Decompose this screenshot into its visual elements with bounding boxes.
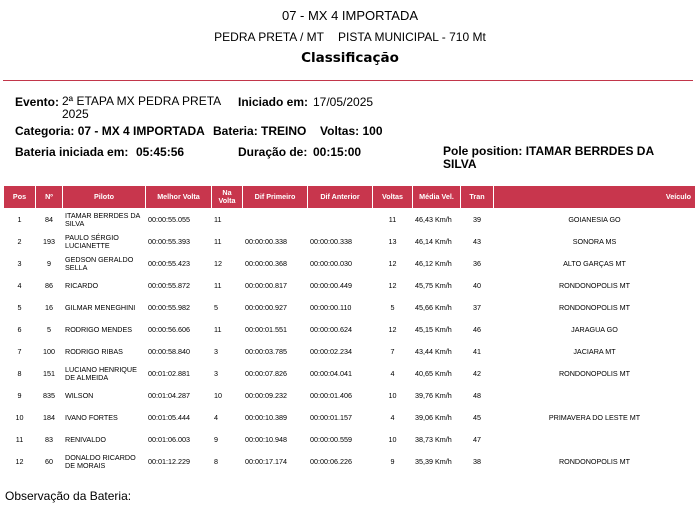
cell-numero: 84 bbox=[45, 214, 53, 224]
cell-melhor-volta: 00:00:55.982 bbox=[148, 302, 190, 312]
cell-voltas: 11 bbox=[388, 214, 397, 224]
cell-melhor-volta: 00:01:04.287 bbox=[148, 390, 190, 400]
observacao-label: Observação da Bateria: bbox=[5, 489, 132, 503]
cell-piloto: RODRIGO MENDES bbox=[65, 324, 133, 334]
cell-piloto: GILMAR MENEGHINI bbox=[65, 302, 136, 312]
cell-veiculo: JACIARA MT bbox=[573, 346, 616, 356]
cell-dif-primeiro: 00:00:00.817 bbox=[245, 280, 287, 290]
voltas-row bbox=[320, 124, 383, 138]
cell-na-volta: 11 bbox=[214, 324, 222, 334]
cell-na-volta: 8 bbox=[214, 456, 218, 466]
cell-veiculo bbox=[494, 429, 695, 450]
cell-pos: 6 bbox=[17, 324, 22, 334]
categoria-label: Categoria: bbox=[15, 124, 75, 138]
pole-position bbox=[443, 145, 673, 171]
cell-dif-primeiro: 00:00:00.338 bbox=[245, 236, 287, 246]
cell-pos: 2 bbox=[17, 236, 22, 246]
cell-pos: 4 bbox=[17, 280, 22, 290]
col-pos: Pos bbox=[4, 186, 35, 208]
cell-veiculo: PRIMAVERA DO LESTE MT bbox=[548, 412, 641, 422]
cell-voltas: 9 bbox=[390, 456, 395, 466]
cell-veiculo bbox=[494, 385, 695, 406]
cell-veiculo: RONDONOPOLIS MT bbox=[558, 368, 631, 378]
cell-piloto: GEDSON GERALDO SELLA bbox=[65, 254, 134, 272]
cell-piloto: LUCIANO HENRIQUE DE ALMEIDA bbox=[65, 364, 137, 382]
cell-piloto: RICARDO bbox=[65, 280, 99, 290]
cell-dif-primeiro: 00:00:07.826 bbox=[245, 368, 287, 378]
table-row bbox=[4, 209, 695, 230]
cell-na-volta: 11 bbox=[214, 236, 222, 246]
cell-melhor-volta: 00:00:55.393 bbox=[148, 236, 190, 246]
cell-media-vel: 35,39 Km/h bbox=[415, 456, 452, 466]
cell-media-vel: 38,73 Km/h bbox=[415, 434, 452, 444]
cell-pos: 3 bbox=[17, 258, 22, 268]
evento-label: Evento: bbox=[15, 95, 60, 109]
cell-tran: 40 bbox=[473, 280, 481, 290]
cell-dif-primeiro: 00:00:09.232 bbox=[245, 390, 287, 400]
cell-media-vel: 39,76 Km/h bbox=[415, 390, 452, 400]
cell-numero: 835 bbox=[43, 390, 55, 400]
cell-pos: 9 bbox=[17, 390, 22, 400]
categoria-value: 07 - MX 4 IMPORTADA bbox=[77, 124, 205, 138]
pole-label: Pole position: bbox=[443, 144, 523, 158]
cell-melhor-volta: 00:01:12.229 bbox=[148, 456, 190, 466]
cell-dif-primeiro: 00:00:10.948 bbox=[245, 434, 287, 444]
cell-dif-primeiro bbox=[243, 209, 307, 230]
cell-na-volta: 4 bbox=[214, 412, 218, 422]
col-voltas: Voltas bbox=[373, 186, 412, 208]
cell-numero: 9 bbox=[47, 258, 51, 268]
bateria-value: TREINO bbox=[261, 124, 307, 138]
report-location-heading bbox=[0, 30, 700, 44]
cell-dif-primeiro: 00:00:10.389 bbox=[245, 412, 287, 422]
cell-pos: 8 bbox=[17, 368, 22, 378]
cell-piloto: PAULO SÉRGIO LUCIANETTE bbox=[65, 232, 119, 250]
cell-tran: 37 bbox=[473, 302, 481, 312]
cell-piloto: WILSON bbox=[65, 390, 94, 400]
cell-dif-anterior: 00:00:00.449 bbox=[310, 280, 352, 290]
table-row bbox=[4, 407, 695, 428]
table-row bbox=[4, 297, 695, 318]
cell-voltas: 5 bbox=[390, 302, 395, 312]
cell-dif-anterior: 00:00:01.406 bbox=[310, 390, 352, 400]
col-tran: Tran bbox=[461, 186, 493, 208]
cell-piloto: DONALDO RICARDO DE MORAIS bbox=[65, 452, 136, 470]
cell-dif-anterior: 00:00:00.624 bbox=[310, 324, 352, 334]
cell-dif-primeiro: 00:00:01.551 bbox=[245, 324, 287, 334]
cell-melhor-volta: 00:01:06.003 bbox=[148, 434, 190, 444]
page-title: Classificação bbox=[301, 50, 399, 66]
cell-voltas: 4 bbox=[390, 412, 395, 422]
cell-numero: 184 bbox=[43, 412, 55, 422]
cell-numero: 5 bbox=[47, 324, 51, 334]
table-row bbox=[4, 451, 695, 472]
location-track: PISTA MUNICIPAL - 710 Mt bbox=[337, 30, 486, 44]
cell-na-volta: 10 bbox=[214, 390, 222, 400]
table-row bbox=[4, 363, 695, 384]
cell-media-vel: 46,43 Km/h bbox=[415, 214, 452, 224]
cell-tran: 48 bbox=[473, 390, 481, 400]
cell-na-volta: 3 bbox=[214, 346, 218, 356]
col-piloto: Piloto bbox=[63, 186, 145, 208]
table-row bbox=[4, 275, 695, 296]
cell-numero: 151 bbox=[43, 368, 55, 378]
cell-melhor-volta: 00:00:56.606 bbox=[148, 324, 190, 334]
cell-na-volta: 3 bbox=[214, 368, 218, 378]
cell-dif-anterior bbox=[308, 209, 372, 230]
cell-na-volta: 5 bbox=[214, 302, 218, 312]
col-dif-primeiro: Dif Primeiro bbox=[243, 186, 307, 208]
cell-dif-anterior: 00:00:00.030 bbox=[310, 258, 352, 268]
iniciado-value: 17/05/2025 bbox=[313, 95, 374, 109]
cell-voltas: 7 bbox=[390, 346, 395, 356]
results-table bbox=[3, 185, 696, 473]
evento-value: 2ª ETAPA MX PEDRA PRETA 2025 bbox=[62, 94, 221, 121]
cell-na-volta: 12 bbox=[214, 258, 222, 268]
cell-melhor-volta: 00:01:02.881 bbox=[148, 368, 190, 378]
cell-dif-anterior: 00:00:06.226 bbox=[310, 456, 352, 466]
cell-numero: 100 bbox=[43, 346, 55, 356]
iniciado-label: Iniciado em: bbox=[238, 95, 309, 109]
cell-voltas: 13 bbox=[388, 236, 397, 246]
cell-piloto: RENIVALDO bbox=[65, 434, 107, 444]
duracao-label: Duração de: bbox=[238, 145, 308, 159]
cell-tran: 42 bbox=[473, 368, 481, 378]
cell-pos: 12 bbox=[15, 456, 24, 466]
cell-tran: 47 bbox=[473, 434, 481, 444]
cell-voltas: 4 bbox=[390, 368, 395, 378]
cell-veiculo: RONDONOPOLIS MT bbox=[558, 280, 631, 290]
bateria-row bbox=[213, 124, 306, 138]
table-header-row bbox=[4, 186, 695, 208]
cell-media-vel: 46,14 Km/h bbox=[415, 236, 452, 246]
cell-veiculo: SONORA MS bbox=[572, 236, 617, 246]
cell-media-vel: 46,12 Km/h bbox=[415, 258, 452, 268]
cell-media-vel: 45,66 Km/h bbox=[415, 302, 452, 312]
cell-dif-anterior: 00:00:00.338 bbox=[310, 236, 352, 246]
categoria-row bbox=[15, 124, 205, 138]
cell-na-volta: 11 bbox=[214, 280, 222, 290]
report-category-heading: 07 - MX 4 IMPORTADA bbox=[281, 8, 419, 23]
cell-tran: 43 bbox=[473, 236, 481, 246]
cell-voltas: 10 bbox=[388, 390, 397, 400]
cell-piloto: RODRIGO RIBAS bbox=[65, 346, 123, 356]
cell-tran: 45 bbox=[473, 412, 481, 422]
cell-dif-anterior: 00:00:02.234 bbox=[310, 346, 352, 356]
cell-piloto: IVANO FORTES bbox=[65, 412, 118, 422]
pole-value: ITAMAR BERRDES DA SILVA bbox=[443, 144, 654, 171]
voltas-value: 100 bbox=[362, 124, 383, 138]
col-numero: Nº bbox=[36, 186, 62, 208]
cell-numero: 16 bbox=[45, 302, 53, 312]
cell-veiculo: JARAGUA GO bbox=[571, 324, 618, 334]
header-divider bbox=[3, 80, 693, 81]
bateria-iniciada-label: Bateria iniciada em: bbox=[15, 145, 129, 159]
cell-veiculo: RONDONOPOLIS MT bbox=[558, 302, 631, 312]
cell-media-vel: 45,15 Km/h bbox=[415, 324, 452, 334]
cell-melhor-volta: 00:01:05.444 bbox=[148, 412, 190, 422]
cell-media-vel: 43,44 Km/h bbox=[415, 346, 452, 356]
cell-media-vel: 39,06 Km/h bbox=[415, 412, 452, 422]
cell-veiculo: RONDONOPOLIS MT bbox=[558, 456, 631, 466]
location-city: PEDRA PRETA / MT bbox=[214, 30, 324, 44]
cell-dif-anterior: 00:00:01.157 bbox=[310, 412, 352, 422]
cell-dif-primeiro: 00:00:17.174 bbox=[245, 456, 287, 466]
cell-media-vel: 40,65 Km/h bbox=[415, 368, 452, 378]
table-row bbox=[4, 429, 695, 450]
cell-veiculo: ALTO GARÇAS MT bbox=[563, 258, 626, 268]
cell-pos: 11 bbox=[15, 434, 24, 444]
cell-numero: 83 bbox=[45, 434, 53, 444]
bateria-label: Bateria: bbox=[213, 124, 258, 138]
cell-dif-anterior: 00:00:00.559 bbox=[310, 434, 352, 444]
cell-melhor-volta: 00:00:55.055 bbox=[148, 214, 190, 224]
cell-melhor-volta: 00:00:55.872 bbox=[148, 280, 190, 290]
voltas-label: Voltas: bbox=[320, 124, 360, 138]
cell-numero: 86 bbox=[45, 280, 53, 290]
cell-melhor-volta: 00:00:55.423 bbox=[148, 258, 190, 268]
col-melhor-volta: Melhor Volta bbox=[146, 186, 211, 208]
cell-piloto: ITAMAR BERRDES DA SILVA bbox=[65, 210, 140, 228]
cell-tran: 46 bbox=[473, 324, 481, 334]
cell-dif-anterior: 00:00:00.110 bbox=[310, 302, 352, 312]
cell-pos: 10 bbox=[15, 412, 24, 422]
cell-tran: 36 bbox=[473, 258, 481, 268]
cell-veiculo: GOIANESIA GO bbox=[568, 214, 621, 224]
cell-dif-primeiro: 00:00:03.785 bbox=[245, 346, 287, 356]
cell-dif-primeiro: 00:00:00.368 bbox=[245, 258, 287, 268]
cell-media-vel: 45,75 Km/h bbox=[415, 280, 452, 290]
col-dif-anterior: Dif Anterior bbox=[308, 186, 372, 208]
table-row bbox=[4, 231, 695, 252]
table-row bbox=[4, 385, 695, 406]
cell-voltas: 12 bbox=[388, 258, 397, 268]
table-row bbox=[4, 341, 695, 362]
cell-voltas: 10 bbox=[388, 434, 397, 444]
cell-pos: 7 bbox=[17, 346, 22, 356]
duracao-value: 00:15:00 bbox=[313, 145, 362, 159]
cell-tran: 39 bbox=[473, 214, 481, 224]
cell-na-volta: 11 bbox=[214, 214, 222, 224]
cell-numero: 60 bbox=[45, 456, 53, 466]
cell-na-volta: 9 bbox=[214, 434, 218, 444]
cell-dif-primeiro: 00:00:00.927 bbox=[245, 302, 287, 312]
table-row bbox=[4, 253, 695, 274]
table-row bbox=[4, 319, 695, 340]
cell-tran: 38 bbox=[473, 456, 481, 466]
bateria-iniciada-value: 05:45:56 bbox=[136, 145, 185, 159]
col-media-vel: Média Vel. bbox=[413, 186, 460, 208]
cell-voltas: 12 bbox=[388, 280, 397, 290]
col-na-volta: Na Volta bbox=[212, 186, 242, 208]
cell-numero: 193 bbox=[43, 236, 55, 246]
col-veiculo: Veículo bbox=[494, 186, 695, 208]
cell-melhor-volta: 00:00:58.840 bbox=[148, 346, 190, 356]
cell-pos: 5 bbox=[17, 302, 22, 312]
cell-dif-anterior: 00:00:04.041 bbox=[310, 368, 352, 378]
cell-pos: 1 bbox=[17, 214, 22, 224]
cell-voltas: 12 bbox=[388, 324, 397, 334]
cell-tran: 41 bbox=[473, 346, 481, 356]
